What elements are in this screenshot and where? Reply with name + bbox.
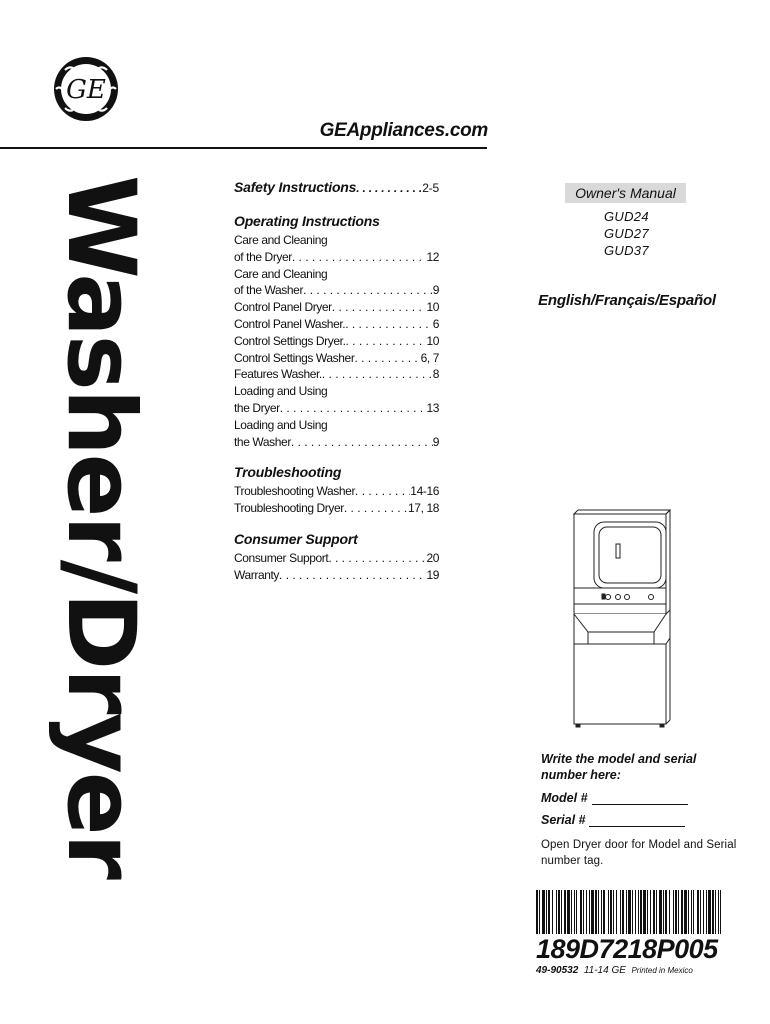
toc-leader [292, 249, 427, 266]
toc-entry [234, 434, 439, 451]
barcode-bar [712, 890, 714, 934]
toc-entry [234, 249, 439, 266]
page-title: Washer/Dryer [46, 175, 155, 878]
part-number: 189D7218P005 [536, 934, 718, 964]
barcode-bar [656, 890, 657, 934]
barcode-bar [693, 890, 694, 934]
toc-entry [234, 266, 439, 283]
barcode [536, 890, 721, 940]
barcode-bar [548, 890, 550, 934]
barcode-bar [595, 890, 597, 934]
model-number: GUD24 [604, 209, 649, 224]
toc-entry-label: Features Washer. [234, 367, 322, 382]
printed-in: Printed in Mexico [631, 966, 693, 975]
toc-entry [234, 299, 439, 316]
barcode-bar [542, 890, 545, 934]
toc-entry [234, 417, 439, 434]
model-field [541, 791, 741, 805]
toc-safety-heading: Safety Instructions [234, 179, 357, 195]
toc-entry-label: the Washer [234, 434, 291, 449]
toc-entry-label: Consumer Support [234, 550, 329, 565]
barcode-bar [720, 890, 721, 934]
serial-info-block [541, 751, 741, 869]
print-date: 11-14 GE [583, 965, 626, 976]
top-divider [0, 147, 487, 149]
barcode-bar [561, 890, 562, 934]
serial-write-line [589, 814, 685, 827]
toc-entry-label: of the Dryer [234, 249, 292, 264]
barcode-bar [681, 890, 683, 934]
toc-entry [234, 483, 439, 500]
toc-troubleshooting-section [234, 461, 439, 517]
barcode-bar [647, 890, 648, 934]
toc-entry-label: Care and Cleaning [234, 266, 328, 281]
toc-consumer-list [234, 550, 439, 584]
owners-manual-label: Owner's Manual [565, 183, 686, 203]
toc-operating-list [234, 232, 439, 450]
toc-entry-page: 19 [426, 567, 439, 582]
toc-entry-label: Troubleshooting Dryer [234, 501, 344, 516]
barcode-bar [576, 890, 577, 934]
barcode-bar [539, 890, 540, 934]
toc-entry-page: 9 [432, 434, 439, 449]
toc-consumer-heading: Consumer Support [234, 530, 358, 547]
toc-entry-label: Control Panel Washer. [234, 316, 346, 331]
website-url: GEAppliances.com [319, 120, 488, 141]
barcode-bar [601, 890, 602, 934]
barcode-bar [653, 890, 655, 934]
toc-entry [234, 550, 439, 567]
barcode-bar [552, 890, 553, 934]
barcode-bar [586, 890, 587, 934]
toc-entry-label: Control Settings Washer [234, 350, 355, 365]
barcode-bar [700, 890, 701, 934]
toc-entry [234, 316, 439, 333]
barcode-bar [603, 890, 605, 934]
barcode-bar [638, 890, 639, 934]
barcode-bar [608, 890, 609, 934]
barcode-bar [628, 890, 631, 934]
barcode-bar [536, 890, 538, 934]
barcode-bar [571, 890, 572, 934]
toc-entry [234, 500, 439, 517]
toc-entry-page: 8 [432, 367, 439, 382]
toc-entry [234, 333, 439, 350]
barcode-bar [688, 890, 689, 934]
barcode-bar [546, 890, 547, 934]
toc-leader [328, 550, 426, 567]
barcode-bar [622, 890, 624, 934]
toc-leader [346, 333, 427, 350]
toc-leader [354, 350, 420, 367]
model-number: GUD27 [604, 226, 649, 241]
toc-leader [356, 177, 422, 199]
barcode-bar [564, 890, 566, 934]
toc-entry-label: Care and Cleaning [234, 233, 328, 247]
toc-entry-label: Control Settings Dryer. [234, 333, 346, 348]
table-of-contents [234, 176, 439, 595]
barcode-bar [708, 890, 711, 934]
barcode-bar [558, 890, 560, 934]
toc-entry-label: Loading and Using [234, 384, 328, 399]
model-list [604, 208, 649, 259]
model-label: Model # [541, 791, 588, 805]
toc-troubleshooting-heading: Troubleshooting [234, 464, 342, 481]
barcode-bar [718, 890, 719, 934]
barcode-bar [610, 890, 612, 934]
toc-operating-heading: Operating Instructions [234, 213, 380, 229]
barcode-bar [591, 890, 594, 934]
print-info [536, 965, 693, 976]
toc-entry [234, 567, 439, 584]
barcode-bar [650, 890, 651, 934]
washer-dryer-illustration [566, 508, 674, 728]
toc-leader [322, 366, 433, 383]
toc-consumer-section [234, 528, 439, 584]
toc-entry [234, 400, 439, 417]
model-number: GUD37 [604, 243, 649, 258]
toc-entry-label: Control Panel Dryer [234, 300, 332, 315]
barcode-bar [643, 890, 646, 934]
barcode-bar [706, 890, 707, 934]
toc-troubleshooting-list [234, 483, 439, 517]
toc-entry-page: 20 [426, 550, 439, 565]
barcode-bar [583, 890, 584, 934]
barcode-bar [691, 890, 692, 934]
barcode-bar [567, 890, 570, 934]
barcode-bar [580, 890, 582, 934]
barcode-bar [640, 890, 642, 934]
serial-field [541, 813, 741, 827]
barcode-bar [703, 890, 704, 934]
toc-operating-section [234, 210, 439, 450]
toc-leader [345, 316, 433, 333]
toc-safety-page: 2-5 [422, 181, 439, 195]
ge-logo [53, 56, 119, 122]
toc-entry-page: 13 [426, 400, 439, 415]
svg-text:GE: GE [66, 75, 106, 105]
toc-entry-page: 10 [426, 300, 439, 315]
toc-leader [332, 299, 427, 316]
door-note: Open Dryer door for Model and Serial number tag. [541, 839, 737, 867]
barcode-bar [632, 890, 633, 934]
barcode-bar [574, 890, 575, 934]
barcode-bar [598, 890, 599, 934]
toc-entry-label: of the Washer [234, 283, 304, 298]
barcode-bar [678, 890, 679, 934]
toc-leader [303, 282, 433, 299]
serial-label: Serial # [541, 813, 586, 827]
write-model-note: Write the model and serial number here: [541, 752, 697, 782]
barcode-bar [684, 890, 687, 934]
toc-safety-section [234, 176, 439, 199]
vertical-title-container [46, 175, 155, 975]
toc-entry-label: Warranty [234, 567, 280, 582]
toc-leader [280, 400, 427, 417]
toc-entry-label: the Dryer [234, 400, 280, 415]
toc-entry-page: 6 [432, 316, 439, 331]
toc-entry [234, 282, 439, 299]
model-write-line [592, 792, 688, 805]
barcode-bar [626, 890, 627, 934]
toc-entry-label: Troubleshooting Washer [234, 484, 356, 499]
toc-entry-page: 12 [426, 249, 439, 264]
toc-entry-page: 14-16 [410, 484, 439, 499]
toc-entry [234, 232, 439, 249]
toc-leader [344, 500, 408, 517]
barcode-bar [715, 890, 716, 934]
barcode-bar [616, 890, 617, 934]
toc-leader [291, 434, 433, 451]
toc-entry-page: 17, 18 [408, 501, 439, 516]
toc-entry [234, 350, 439, 367]
toc-leader [279, 567, 426, 584]
toc-entry [234, 383, 439, 400]
barcode-bar [589, 890, 590, 934]
barcode-bar [673, 890, 674, 934]
barcode-bar [635, 890, 636, 934]
toc-entry-page: 10 [426, 333, 439, 348]
barcode-bar [697, 890, 699, 934]
toc-entry-label: Loading and Using [234, 417, 328, 432]
barcode-bar [659, 890, 662, 934]
barcode-bar [556, 890, 557, 934]
toc-entry-page: 9 [432, 283, 439, 298]
languages: English/Français/Español [538, 292, 716, 309]
print-code: 49-90532 [536, 965, 579, 976]
toc-entry [234, 366, 439, 383]
barcode-bar [620, 890, 621, 934]
toc-leader [355, 483, 410, 500]
barcode-bar [663, 890, 664, 934]
barcode-bar [675, 890, 677, 934]
toc-entry-page: 6, 7 [420, 350, 439, 365]
barcode-bar [665, 890, 667, 934]
barcode-bar [669, 890, 670, 934]
barcode-bar [613, 890, 614, 934]
